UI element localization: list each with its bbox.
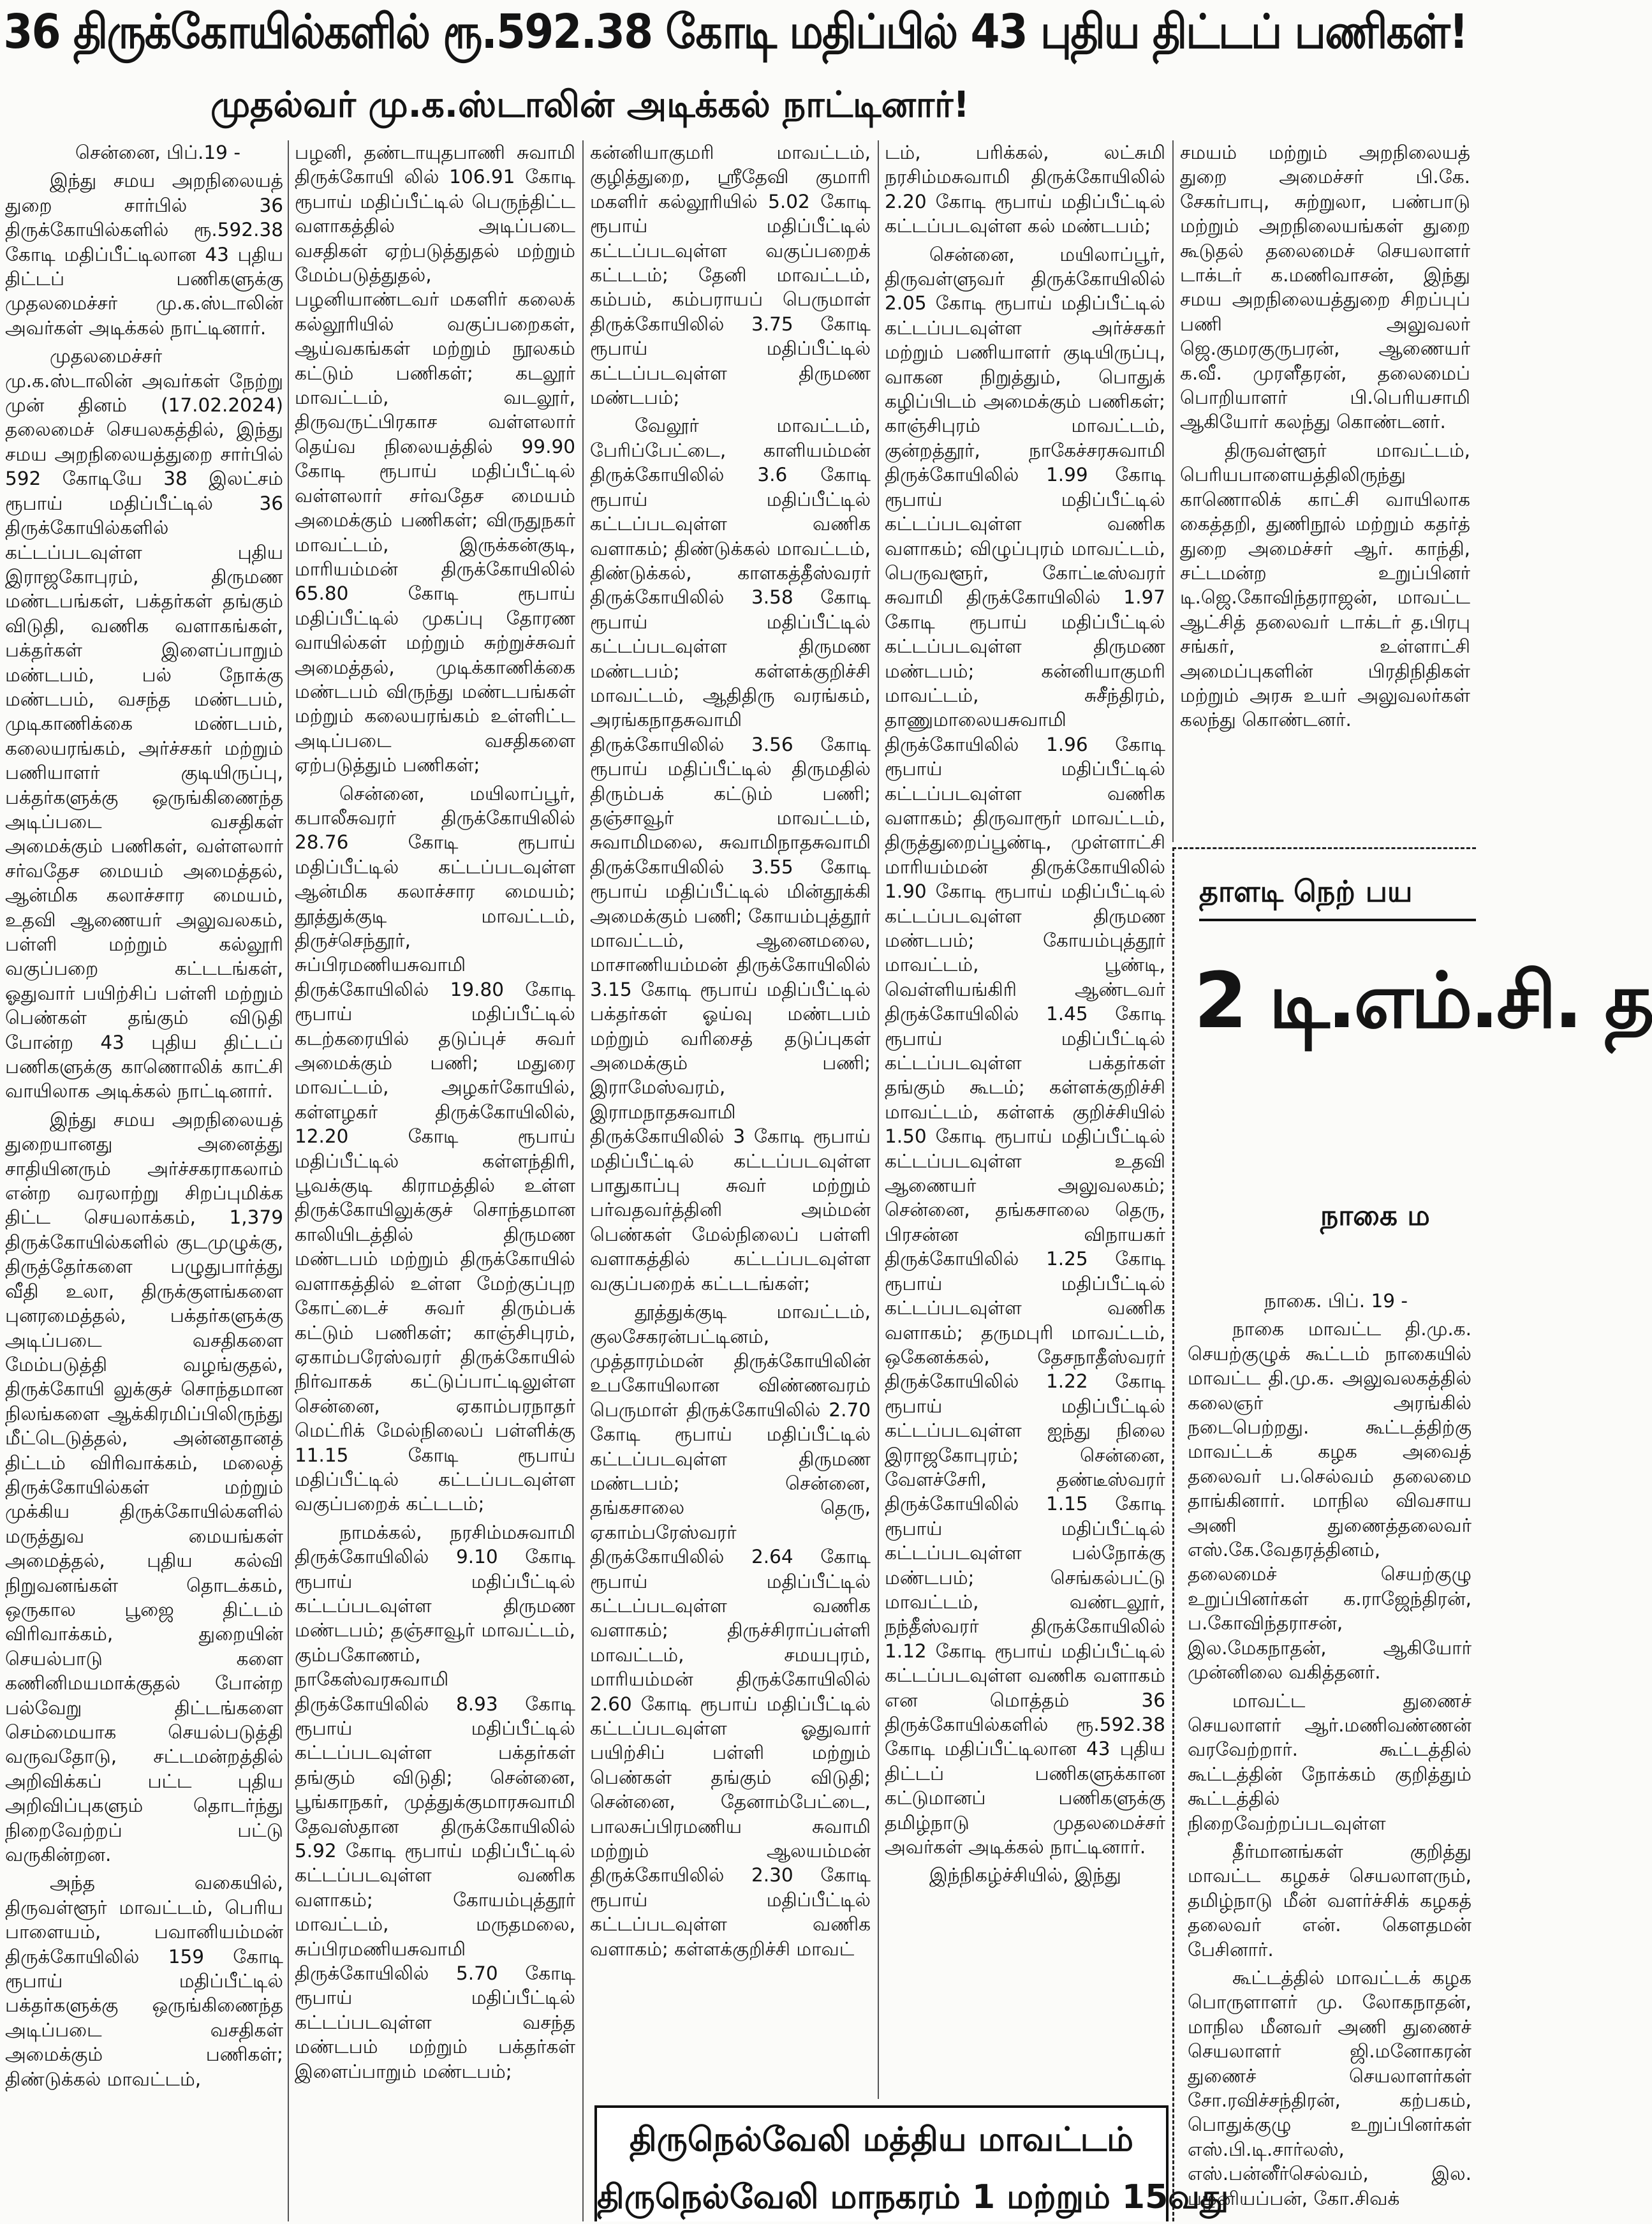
column-rule — [878, 140, 879, 2099]
sidebar-story-body — [1188, 1289, 1471, 2221]
paragraph: நாகை மாவட்ட தி.மு.க. செயற்குழுக் கூட்டம் நாகையில் மாவட்ட தி.மு.க. அலுவலகத்தில் கலைஞர் அரங்கில் நடைபெற்றது. கூட்டத்திற்கு மாவட்டக் கழக அவைத் தலைவர் ப.செல்வம் தலைமை தாங்கினார். மாநில விவசாய அணி துணைத்தலைவர் எஸ்.கே.வேதரத்தினம், தலைமைச் செயற்குழு உறுப்பினர்கள் க.ராஜேந்திரன், ப.கோவிந்தராசன், இல.மேகநாதன், ஆகியோர் முன்னிலை வகித்தனர். — [1188, 1318, 1471, 1684]
article-column-1 — [5, 140, 283, 2221]
paragraph: கன்னியாகுமரி மாவட்டம், குழித்துறை, ஸ்ரீதேவி குமாரி மகளிர் கல்லூரியில் 5.02 கோடி ரூபாய் மதிப்பீட்டில் கட்டப்படவுள்ள வகுப்பறைக் கட்டடம்; தேனி மாவட்டம், கம்பம், கம்பராயப் பெருமாள் திருக்கோயிலில் 3.75 கோடி ரூபாய் மதிப்பீட்டில் கட்டப்படவுள்ள திருமண மண்டபம்; — [590, 142, 871, 409]
paragraph: சென்னை, மயிலாப்பூர், கபாலீசுவரர் திருக்கோயிலில் 28.76 கோடி ரூபாய் மதிப்பீட்டில் கட்டப்படவுள்ள ஆன்மிக கலாச்சார மையம்; தூத்துக்குடி மாவட்டம், திருச்செந்தூர், சுப்பிரமணியசுவாமி திருக்கோயிலில் 19.80 கோடி ரூபாய் மதிப்பீட்டில் கடற்கரையில் தடுப்புச் சுவர் அமைக்கும் பணி; மதுரை மாவட்டம், அழகர்கோயில், கள்ளழகர் திருக்கோயிலில், 12.20 கோடி ரூபாய் மதிப்பீட்டில் கள்ளந்திரி, பூவக்குடி கிராமத்தில் உள்ள திருக்கோயிலுக்குச் சொந்தமான காலியிடத்தில் திருமண மண்டபம் மற்றும் திருக்கோயில் வளாகத்தில் உள்ள மேற்குப்புற கோட்டைச் சுவர் திரும்பக் கட்டும் பணிகள்; காஞ்சிபுரம், ஏகாம்பரேஸ்வரர் திருக்கோயில் நிர்வாகக் கட்டுப்பாட்டிலுள்ள சென்னை, ஏகாம்பரநாதர் மெட்ரிக் மேல்நிலைப் பள்ளிக்கு 11.15 கோடி ரூபாய் மதிப்பீட்டில் கட்டப்படவுள்ள வகுப்பறைக் கட்டடம்; — [295, 782, 575, 1515]
paragraph: முதலமைச்சர் மு.க.ஸ்டாலின் அவர்கள் நேற்று முன் தினம் (17.02.2024) தலைமைச் செயலகத்தில், இந்து சமய அறநிலையத்துறை சார்பில் 592 கோடியே 38 இலட்சம் ரூபாய் மதிப்பீட்டில் 36 திருக்கோயில்களில் கட்டப்படவுள்ள புதிய இராஜகோபுரம், திருமண மண்டபங்கள், பக்தர்கள் தங்கும் விடுதி, வணிக வளாகங்கள், பக்தர்கள் இளைப்பாறும் மண்டபம், பல் நோக்கு மண்டபம், வசந்த மண்டபம், முடிகாணிக்கை மண்டபம், கலையரங்கம், அர்ச்சகர் மற்றும் பணியாளர் குடியிருப்பு, பக்தர்களுக்கு ஒருங்கிணைந்த அடிப்படை வசதிகள் அமைக்கும் பணிகள், வள்ளலார் சர்வதேச மையம் அமைத்தல், ஆன்மிக கலாச்சார மையம், உதவி ஆணையர் அலுவலகம், பள்ளி மற்றும் கல்லூரி வகுப்பறை கட்டடங்கள், ஓதுவார் பயிற்சிப் பள்ளி மற்றும் பெண்கள் தங்கும் விடுதி போன்ற 43 புதிய திட்டப் பணிகளுக்கு காணொலிக் காட்சி வாயிலாக அடிக்கல் நாட்டினார். — [5, 345, 283, 1102]
article-column-4 — [885, 140, 1165, 2105]
paragraph: அந்த வகையில், திருவள்ளூர் மாவட்டம், பெரிய பாளையம், பவானியம்மன் திருக்கோயிலில் 159 கோடி ரூபாய் மதிப்பீட்டில் பக்தர்களுக்கு ஒருங்கிணைந்த அடிப்படை வசதிகள் அமைக்கும் பணிகள்; திண்டுக்கல் மாவட்டம், — [5, 1872, 283, 2090]
sidebar-kicker: தாளடி நெற் பய — [1199, 874, 1476, 921]
column-rule — [288, 140, 289, 2221]
subheadline: முதல்வர் மு.க.ஸ்டாலின் அடிக்கல் நாட்டினார்! — [210, 84, 970, 126]
paragraph: நாமக்கல், நரசிம்மசுவாமி திருக்கோயிலில் 9.10 கோடி ரூபாய் மதிப்பீட்டில் கட்டப்படவுள்ள திருமண மண்டபம்; தஞ்சாவூர் மாவட்டம், கும்பகோணம், நாகேஸ்வரசுவாமி திருக்கோயிலில் 8.93 கோடி ரூபாய் மதிப்பீட்டில் கட்டப்படவுள்ள பக்தர்கள் தங்கும் விடுதி; சென்னை, பூங்காநகர், முத்துக்குமாரசுவாமி தேவஸ்தான திருக்கோயிலில் 5.92 கோடி ரூபாய் மதிப்பீட்டில் கட்டப்படவுள்ள வணிக வளாகம்; கோயம்புத்தூர் மாவட்டம், மருதமலை, சுப்பிரமணியசுவாமி திருக்கோயிலில் 5.70 கோடி ரூபாய் மதிப்பீட்டில் கட்டப்படவுள்ள வசந்த மண்டபம் மற்றும் பக்தர்கள் இளைப்பாறும் மண்டபம்; — [295, 1521, 575, 2082]
promo-line-1: திருநெல்வேலி மத்திய மாவட்டம் — [630, 2121, 1133, 2159]
article-column-3 — [590, 140, 871, 2221]
paragraph: இந்நிகழ்ச்சியில், இந்து — [929, 1864, 1121, 1887]
paragraph: சென்னை, மயிலாப்பூர், திருவள்ளுவர் திருக்கோயிலில் 2.05 கோடி ரூபாய் மதிப்பீட்டில் கட்டப்படவுள்ள அர்ச்சகர் மற்றும் பணியாளர் குடியிருப்பு, வாகன நிறுத்தும், பொதுக் கழிப்பிடம் அமைக்கும் பணிகள்; காஞ்சிபுரம் மாவட்டம், குன்றத்தூர், நாகேச்சரசுவாமி திருக்கோயிலில் 1.99 கோடி ரூபாய் மதிப்பீட்டில் கட்டப்படவுள்ள வணிக வளாகம்; விழுப்புரம் மாவட்டம், பெருவளூர், கோட்டீஸ்வரர் சுவாமி திருக்கோயிலில் 1.97 கோடி ரூபாய் மதிப்பீட்டில் கட்டப்படவுள்ள திருமண மண்டபம்; கன்னியாகுமரி மாவட்டம், சுசீந்திரம், தாணுமாலையசுவாமி திருக்கோயிலில் 1.96 கோடி ரூபாய் மதிப்பீட்டில் கட்டப்படவுள்ள வணிக வளாகம்; திருவாரூர் மாவட்டம், திருத்துறைப்பூண்டி, முள்ளாட்சி மாரியம்மன் திருக்கோயிலில் 1.90 கோடி ரூபாய் மதிப்பீட்டில் கட்டப்படவுள்ள திருமண மண்டபம்; கோயம்புத்தூர் மாவட்டம், பூண்டி, வெள்ளியங்கிரி ஆண்டவர் திருக்கோயிலில் 1.45 கோடி ரூபாய் மதிப்பீட்டில் கட்டப்படவுள்ள பக்தர்கள் தங்கும் கூடம்; கள்ளக்குறிச்சி மாவட்டம், கள்ளக் குறிச்சியில் 1.50 கோடி ரூபாய் மதிப்பீட்டில் கட்டப்படவுள்ள உதவி ஆணையர் அலுவலகம்; சென்னை, தங்கசாலை தெரு, பிரசன்ன விநாயகர் திருக்கோயிலில் 1.25 கோடி ரூபாய் மதிப்பீட்டில் கட்டப்படவுள்ள வணிக வளாகம்; தருமபுரி மாவட்டம், ஒகேனக்கல், தேசநாதீஸ்வரர் திருக்கோயிலில் 1.22 கோடி ரூபாய் மதிப்பீட்டில் கட்டப்படவுள்ள ஐந்து நிலை இராஜகோபுரம்; சென்னை, வேளச்சேரி, தண்டீஸ்வரர் திருக்கோயிலில் 1.15 கோடி ரூபாய் மதிப்பீட்டில் கட்டப்படவுள்ள பல்நோக்கு மண்டபம்; செங்கல்பட்டு மாவட்டம், வண்டலூர், நந்தீஸ்வரர் திருக்கோயிலில் 1.12 கோடி ரூபாய் மதிப்பீட்டில் கட்டப்படவுள்ள வணிக வளாகம் என மொத்தம் 36 திருக்கோயில்களில் ரூ.592.38 கோடி மதிப்பீட்டிலான 43 புதிய திட்டப் பணிகளுக்கான கட்டுமானப் பணிகளுக்கு தமிழ்நாடு முதலமைச்சர் அவர்கள் அடிக்கல் நாட்டினார். — [885, 243, 1165, 1858]
paragraph: இந்து சமய அறநிலையத் துறையானது அனைத்து சாதியினரும் அர்ச்சகராகலாம் என்ற வரலாற்று சிறப்புமிக்க திட்ட செயலாக்கம், 1,379 திருக்கோயில்களில் குடமுழுக்கு, திருத்தேர்களை பழுதுபார்த்து வீதி உலா, திருக்குளங்களை புனரமைத்தல், பக்தர்களுக்கு அடிப்படை வசதிகளை மேம்படுத்தி வழங்குதல், திருக்கோயி லுக்குச் சொந்தமான நிலங்களை ஆக்கிரமிப்பிலிருந்து மீட்டெடுத்தல், அன்னதானத் திட்டம் விரிவாக்கம், மலைத் திருக்கோயில்கள் மற்றும் முக்கிய திருக்கோயில்களில் மருத்துவ மையங்கள் அமைத்தல், புதிய கல்வி நிறுவனங்கள் தொடக்கம், ஒருகால பூஜை திட்டம் விரிவாக்கம், துறையின் செயல்பாடு களை கணினிமயமாக்குதல் போன்ற பல்வேறு திட்டங்களை செம்மையாக செயல்படுத்தி வருவதோடு, சட்டமன்றத்தில் அறிவிக்கப் பட்ட புதிய அறிவிப்புகளும் தொடர்ந்து நிறைவேற்றப் பட்டு வருகின்றன. — [5, 1108, 283, 1866]
paragraph: சமயம் மற்றும் அறநிலையத் துறை அமைச்சர் பி.கே. சேகர்பாபு, சுற்றுலா, பண்பாடு மற்றும் அறநிலையங்கள் துறை கூடுதல் தலைமைச் செயலாளர் டாக்டர் க.மணிவாசன், இந்து சமய அறநிலையத்துறை சிறப்புப் பணி அலுவலர் ஜெ.குமரகுருபரன், ஆணையர் க.வீ. முரளீதரன், தலைமைப் பொறியாளர் பி.பெரியசாமி ஆகியோர் கலந்து கொண்டனர். — [1180, 142, 1470, 433]
sidebar-headline: 2 டி.எம்.சி. த — [1194, 957, 1652, 1046]
article-column-2 — [295, 140, 575, 2221]
column-rule — [582, 140, 584, 2221]
paragraph: சென்னை, பிப்.19 - — [75, 142, 240, 163]
article-column-5 — [1180, 140, 1470, 842]
paragraph: டம், பரிக்கல், லட்சுமி நரசிம்மசுவாமி திருக்கோயிலில் 2.20 கோடி ரூபாய் மதிப்பீட்டில் கட்டப்படவுள்ள கல் மண்டபம்; — [885, 142, 1165, 237]
promo-box — [594, 2105, 1229, 2221]
paragraph: கூட்டத்தில் மாவட்டக் கழக பொருளாளர் மு. லோகநாதன், மாநில மீனவர் அணி துணைச் செயலாளர் ஜி.மனோகரன் துணைச் செயலாளர்கள் சோ.ரவிச்சந்திரன், கற்பகம், பொதுக்குழு உறுப்பினர்கள் எஸ்.பி.டி.சார்லஸ், எஸ்.பன்னீர்செல்வம், இல. பழனியப்பன், கோ.சிவக் — [1188, 1966, 1471, 2209]
paragraph: மாவட்ட துணைச் செயலாளர் ஆர்.மணிவண்ணன் வரவேற்றார். கூட்டத்தில் கூட்டத்தின் நோக்கம் குறித்தும் கூட்டத்தில் நிறைவேற்றப்படவுள்ள — [1188, 1689, 1471, 1834]
dateline: நாகை. பிப். 19 - — [1264, 1290, 1408, 1312]
paragraph: வேலூர் மாவட்டம், பேரிப்பேட்டை, காளியம்மன் திருக்கோயிலில் 3.6 கோடி ரூபாய் மதிப்பீட்டில் கட்டப்படவுள்ள வணிக வளாகம்; திண்டுக்கல் மாவட்டம், திண்டுக்கல், காளகத்தீஸ்வரர் திருக்கோயிலில் 3.58 கோடி ரூபாய் மதிப்பீட்டில் கட்டப்படவுள்ள திருமண மண்டபம்; கள்ளக்குறிச்சி மாவட்டம், ஆதிதிரு வரங்கம், அரங்கநாதசுவாமி திருக்கோயிலில் 3.56 கோடி ரூபாய் மதிப்பீட்டில் திருமதில் திரும்பக் கட்டும் பணி; தஞ்சாவூர் மாவட்டம், சுவாமிமலை, சுவாமிநாதசுவாமி திருக்கோயிலில் 3.55 கோடி ரூபாய் மதிப்பீட்டில் மின்தூக்கி அமைக்கும் பணி; கோயம்புத்தூர் மாவட்டம், ஆனைமலை, மாசாணியம்மன் திருக்கோயிலில் 3.15 கோடி ரூபாய் மதிப்பீட்டில் பக்தர்கள் ஓய்வு மண்டபம் மற்றும் வரிசைத் தடுப்புகள் அமைக்கும் பணி; இராமேஸ்வரம், இராமநாதசுவாமி திருக்கோயிலில் 3 கோடி ரூபாய் மதிப்பீட்டில் கட்டப்படவுள்ள பாதுகாப்பு சுவர் மற்றும் பர்வதவர்த்தினி அம்மன் பெண்கள் மேல்நிலைப் பள்ளி வளாகத்தில் கட்டப்படவுள்ள வகுப்பறைக் கட்டடங்கள்; — [590, 415, 871, 1294]
paragraph: பழனி, தண்டாயுதபாணி சுவாமி திருக்கோயி லில் 106.91 கோடி ரூபாய் மதிப்பீட்டில் பெருந்திட்ட வளாகத்தில் அடிப்படை வசதிகள் ஏற்படுத்துதல் மற்றும் மேம்படுத்துதல், பழனியாண்டவர் மகளிர் கலைக் கல்லூரியில் வகுப்பறைகள், ஆய்வகங்கள் மற்றும் நூலகம் கட்டும் பணிகள்; கடலூர் மாவட்டம், வடலூர், திருவருட்பிரகாச வள்ளலார் தெய்வ நிலையத்தில் 99.90 கோடி ரூபாய் மதிப்பீட்டில் வள்ளலார் சர்வதேச மையம் அமைக்கும் பணிகள்; விருதுநகர் மாவட்டம், இருக்கன்குடி, மாரியம்மன் திருக்கோயிலில் 65.80 கோடி ரூபாய் மதிப்பீட்டில் முகப்பு தோரண வாயில்கள் மற்றும் சுற்றுச்சுவர் அமைத்தல், முடிக்காணிக்கை மண்டபம் விருந்து மண்டபங்கள் மற்றும் கலையரங்கம் உள்ளிட்ட அடிப்படை வசதிகளை ஏற்படுத்தும் பணிகள்; — [295, 142, 575, 776]
paragraph: தூத்துக்குடி மாவட்டம், குலசேகரன்பட்டினம், முத்தாரம்மன் திருக்கோயிலின் உபகோயிலான விண்ணவரம் பெருமாள் திருக்கோயிலில் 2.70 கோடி ரூபாய் மதிப்பீட்டில் கட்டப்படவுள்ள திருமண மண்டபம்; சென்னை, தங்கசாலை தெரு, ஏகாம்பரேஸ்வரர் திருக்கோயிலில் 2.64 கோடி ரூபாய் மதிப்பீட்டில் கட்டப்படவுள்ள வணிக வளாகம்; திருச்சிராப்பள்ளி மாவட்டம், சமயபுரம், மாரியம்மன் திருக்கோயிலில் 2.60 கோடி ரூபாய் மதிப்பீட்டில் கட்டப்படவுள்ள ஓதுவார் பயிற்சிப் பள்ளி மற்றும் பெண்கள் தங்கும் விடுதி; சென்னை, தேனாம்பேட்டை, பாலசுப்பிரமணிய சுவாமி மற்றும் ஆலயம்மன் திருக்கோயிலில் 2.30 கோடி ரூபாய் மதிப்பீட்டில் கட்டப்படவுள்ள வணிக வளாகம்; கள்ளக்குறிச்சி மாவட் — [590, 1301, 871, 1960]
paragraph: இந்து சமய அறநிலையத் துறை சார்பில் 36 திருக்கோயில்களில் ரூ.592.38 கோடி மதிப்பீட்டிலான 43 புதிய திட்டப் பணிகளுக்கு முதலமைச்சர் மு.க.ஸ்டாலின் அவர்கள் அடிக்கல் நாட்டினார். — [5, 170, 283, 339]
sidebar-subhead: நாகை ம — [1320, 1199, 1430, 1232]
promo-line-2: திருநெல்வேலி மாநகரம் 1 மற்றும் 15வது — [597, 2178, 1229, 2216]
paragraph: திருவள்ளூர் மாவட்டம், பெரியபாளையத்திலிருந்து காணொலிக் காட்சி வாயிலாக கைத்தறி, துணிநூல் மற்றும் கதர்த் துறை அமைச்சர் ஆர். காந்தி, சட்டமன்ற உறுப்பினர் டி.ஜெ.கோவிந்தராஜன், மாவட்ட ஆட்சித் தலைவர் டாக்டர் த.பிரபு சங்கர், உள்ளாட்சி அமைப்புகளின் பிரதிநிதிகள் மற்றும் அரசு உயர் அலுவலர்கள் கலந்து கொண்டனர். — [1180, 439, 1470, 731]
headline: 36 திருக்கோயில்களில் ரூ.592.38 கோடி மதிப்பில் 43 புதிய திட்டப் பணிகள்! — [3, 4, 1468, 59]
column-rule — [1172, 140, 1174, 842]
paragraph: தீர்மானங்கள் குறித்து மாவட்ட கழகச் செயலாளரும், தமிழ்நாடு மீன் வளர்ச்சிக் கழகத் தலைவர் என். கௌதமன் பேசினார். — [1188, 1840, 1471, 1961]
